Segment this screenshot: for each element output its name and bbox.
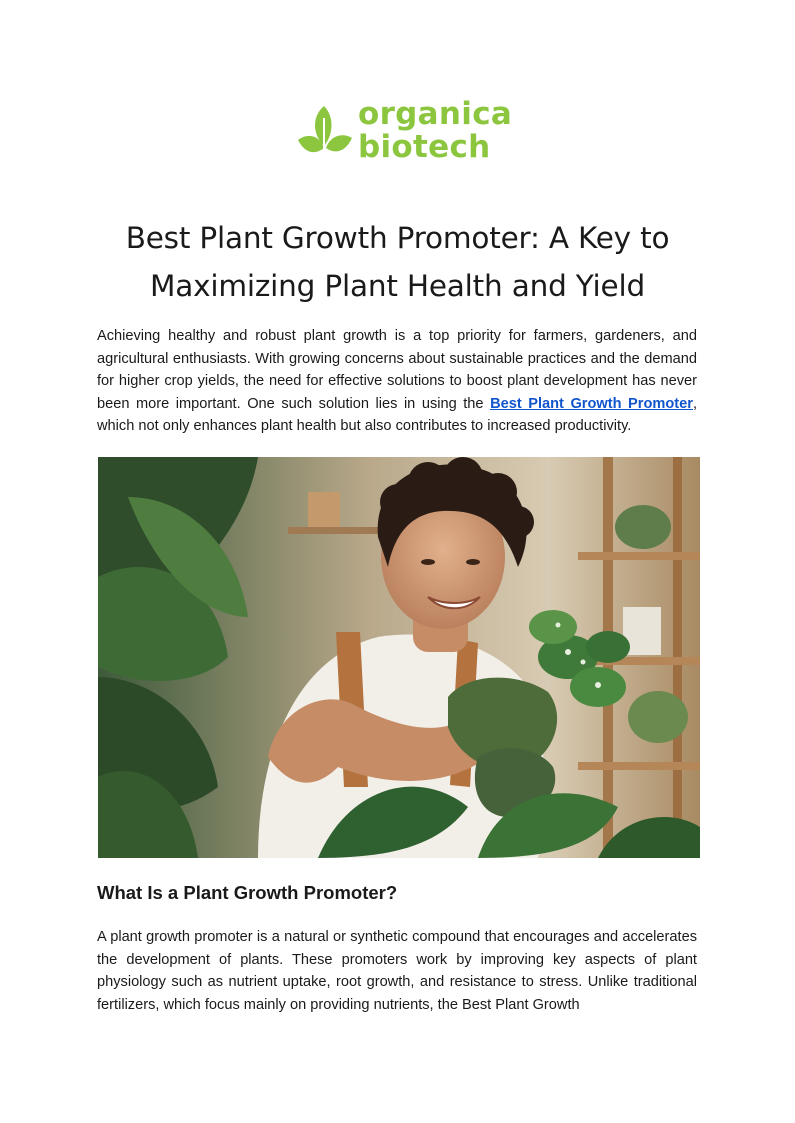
- logo-word-biotech: biotech: [358, 129, 491, 165]
- section-heading: What Is a Plant Growth Promoter?: [97, 882, 398, 903]
- section-body: A plant growth promoter is a natural or synthetic compound that encourages and accelerates the development of plants. These promoters work by improving key aspects of plant physiology such as nutrient uptake, root growth, and resistance to stress. Unlike traditional fertilizers, which focus mainly on providing nutrients, the Best Plant Growth: [97, 929, 697, 1013]
- man-holding-plant-image: [98, 457, 700, 858]
- leaf-logo-icon: [294, 100, 360, 166]
- best-plant-growth-promoter-link[interactable]: Best Plant Growth Promoter: [490, 395, 693, 412]
- intro-paragraph: [97, 325, 697, 438]
- page-title: Best Plant Growth Promoter: A Key to Maximizing Plant Health and Yield: [125, 221, 670, 303]
- hero-photo: [98, 457, 700, 858]
- intro-text-before: Achieving healthy and robust plant growth is a top priority for farmers, gardeners, and agricultural enthusiasts. With growing concerns about sustainable practices and the demand for higher crop yields, the need for effective solutions to boost plant development has never been more important. One such solution lies in using the: [97, 328, 697, 412]
- logo-word-organica: organica: [358, 96, 513, 132]
- brand-logo: [294, 96, 513, 168]
- intro-text-after: , which not only enhances plant health but also contributes to increased productivity.: [97, 395, 697, 435]
